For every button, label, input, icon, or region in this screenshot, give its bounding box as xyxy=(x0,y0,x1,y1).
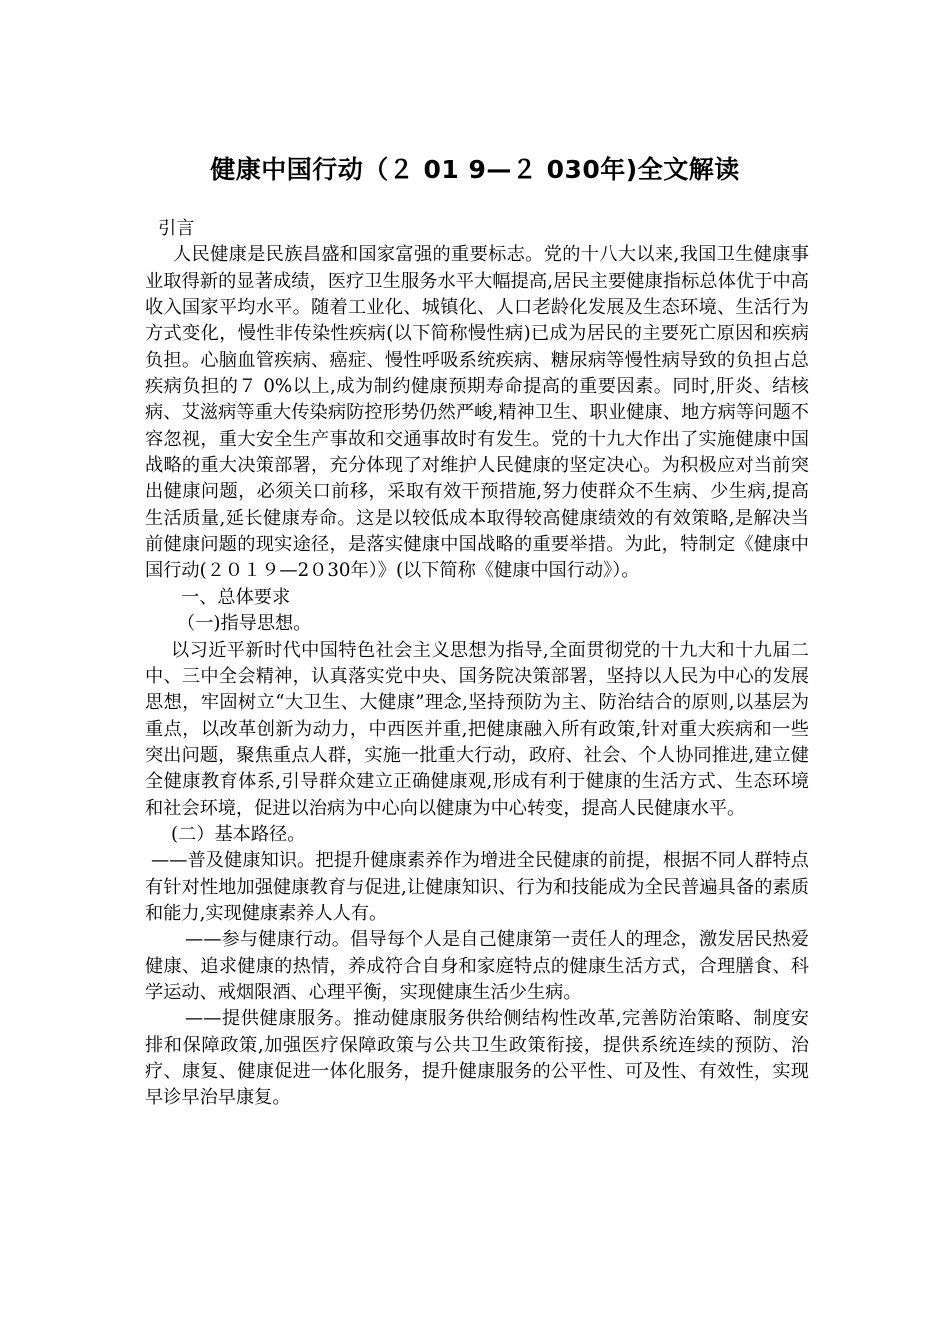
paragraph-service: ——提供健康服务。推动健康服务供给侧结构性改革,完善防治策略、制度安排和保障政策,加强医疗保障政策与公共卫生政策衔接，提供系统连续的预防、治疗、康复、健康促进一体化服务，提升健康服务的公平性、可及性、有效性，实现早诊早治早康复。 xyxy=(145,1008,809,1109)
document-title: 健康中国行动（２ 01 9—２ 030年)全文解读 xyxy=(210,155,740,184)
paragraph-action: ——参与健康行动。倡导每个人是自己健康第一责任人的理念，激发居民热爱健康、追求健康的热情，养成符合自身和家庭特点的健康生活方式，合理膳食、科学运动、戒烟限酒、心理平衡，实现健康生活少生病。 xyxy=(145,929,809,1003)
section-heading-intro: 引言 xyxy=(158,218,195,239)
paragraph-guiding: 以习近平新时代中国特色社会主义思想为指导,全面贯彻党的十九大和十九届二中、三中全会精神，认真落实党中央、国务院决策部署，坚持以人民为中心的发展思想，牢固树立“大卫生、大健康”理念,坚持预防为主、防治结合的原则,以基层为重点，以改革创新为动力，中西医并重,把健康融入所有政策,针对重大疾病和一些突出问题，聚焦重点人群，实施一批重大行动，政府、社会、个人协同推进,建立健全健康教育体系,引导群众建立正确健康观,形成有利于健康的生活方式、生态环境和社会环境，促进以治病为中心向以健康为中心转变，提高人民健康水平。 xyxy=(145,639,809,819)
document-body xyxy=(145,216,809,1112)
paragraph-intro: 人民健康是民族昌盛和国家富强的重要标志。党的十八大以来,我国卫生健康事业取得新的显著成绩，医疗卫生服务水平大幅提高,居民主要健康指标总体优于中高收入国家平均水平。随着工业化、城镇化、人口老龄化发展及生态环境、生活行为方式变化，慢性非传染性疾病(以下简称慢性病)已成为居民的主要死亡原因和疾病负担。心脑血管疾病、癌症、慢性呼吸系统疾病、糖尿病等慢性病导致的负担占总疾病负担的７ 0%以上,成为制约健康预期寿命提高的重要因素。同时,肝炎、结核病、艾滋病等重大传染病防控形势仍然严峻,精神卫生、职业健康、地方病等问题不容忽视，重大安全生产事故和交通事故时有发生。党的十九大作出了实施健康中国战略的重大决策部署，充分体现了对维护人民健康的坚定决心。为积极应对当前突出健康问题，必须关口前移，采取有效干预措施,努力使群众不生病、少生病,提高生活质量,延长健康寿命。这是以较低成本取得较高健康绩效的有效策略,是解决当前健康问题的现实途径，是落实健康中国战略的重要举措。为此，特制定《健康中国行动(２０１９—2０30年）》(以下简称《健康中国行动》）。 xyxy=(145,244,809,582)
subsection-heading-guiding: （一)指导思想。 xyxy=(177,613,312,635)
paragraph-knowledge: ——普及健康知识。把提升健康素养作为增进全民健康的前提，根据不同人群特点有针对性地加强健康教育与促进,让健康知识、行为和技能成为全民普遍具备的素质和能力,实现健康素养人人有。 xyxy=(145,850,809,924)
section-heading-general: 一、总体要求 xyxy=(181,586,291,608)
subsection-heading-path: (二）基本路径。 xyxy=(171,823,306,845)
